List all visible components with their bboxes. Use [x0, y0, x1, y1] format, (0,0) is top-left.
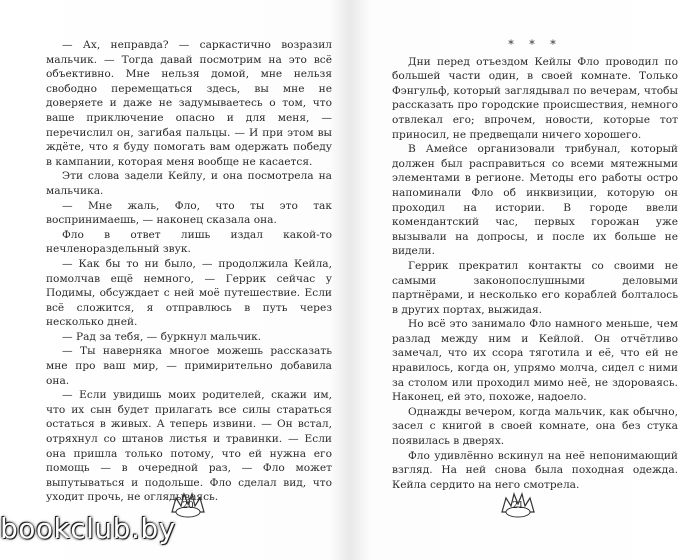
paragraph: — Рад за тебя, — буркнул мальчик. — [62, 330, 262, 343]
paragraph: Дни перед отъездом Кейлы Фло проводил по большей части один, в своей комнате. Только Фэнгульф, который заглядывал по вечерам, чтобы рассказать про городские происшествия, немного отвлекал его; впрочем, новости, которые тот приносил, не предвещали ничего хорошего. — [392, 55, 678, 141]
paragraph: — Как бы то ни было, — продолжила Кейла, помолчав ещё немного, — Геррик сейчас у Подимы, обсуждает с ней моё путешествие. Если всё сложится, я отправлюсь в путь через несколько дней. — [46, 257, 332, 329]
paragraph: Геррик прекратил контакты со своими не самыми законопослушными деловыми партнёрами, и несколько его кораблей болталось в других портах, выжидая. — [392, 259, 678, 316]
left-page — [46, 38, 332, 505]
paragraph: Эти слова задели Кейлу, и она посмотрела на мальчика. — [46, 170, 332, 197]
paragraph: В Амейсе организовали трибунал, который должен был расправиться со всеми мятежными элементами в регионе. Методы его работы остро напоминали Фло об инквизиции, которую он проходил на истории. В городе ввели комендантский час, первых горожан уже вызывали на допросы, и после их больше не видели. — [392, 143, 678, 258]
right-page — [392, 38, 678, 492]
paragraph: — Ты наверняка многое можешь рассказать мне про ваш мир, — примирительно добавила она. — [46, 345, 332, 387]
page-number: 21 — [512, 501, 524, 511]
paragraph: Однажды вечером, когда мальчик, как обычно, засел с книгой в своей комнате, она без стука появилась в дверях. — [392, 405, 678, 448]
page-number-ornament — [498, 488, 538, 518]
paragraph: — Мне жаль, Фло, что ты это так воспринимаешь, — наконец сказала она. — [46, 199, 332, 227]
page-number: 20 — [182, 501, 194, 511]
watermark-logo: bookclub.by — [0, 512, 176, 545]
paragraph: — Если увидишь моих родителей, скажи им, что их сын будет прилагать все силы стараться остаться в живых. А теперь извини. — Он встал, отряхнул со штанов листья и травинки. — Если она пришла только потому, что ей нужна его помощь — в очередной раз, — Фло может выпутываться и подольше. Фло сделал вид, что уходит прочь, не оглядываясь. — [46, 389, 332, 504]
section-break: * * * — [508, 38, 562, 51]
paragraph: — Ах, неправда? — саркастично возразил мальчик. — Тогда давай посмотрим на это всё объективно. Мне нельзя домой, мне нельзя свободно перемещаться здесь, вы мне не доверяете и даже не задумываетесь о том, что ваше приключение опасно и для меня, — перечислил он, загибая пальцы. — И при этом вы ждёте, что я буду помогать вам одержать победу в кампании, которая меня вообще не касается. — [46, 39, 332, 168]
paragraph: Фло удивлённо вскинул на неё непонимающий взгляд. На ней снова была походная одежда. Кейла сердито на него смотрела. — [392, 449, 678, 491]
paragraph: Фло в ответ лишь издал какой-то нечленораздельный звук. — [46, 228, 332, 256]
paragraph: Но всё это занимало Фло намного меньше, чем разлад между ним и Кейлой. Он отчётливо замечал, что их ссора тяготила и её, что ей не нравилось, когда он, упрямо молча, сидел с ними за столом или проходил мимо неё, не здороваясь. Наконец, ей это, похоже, надоело. — [392, 318, 678, 404]
